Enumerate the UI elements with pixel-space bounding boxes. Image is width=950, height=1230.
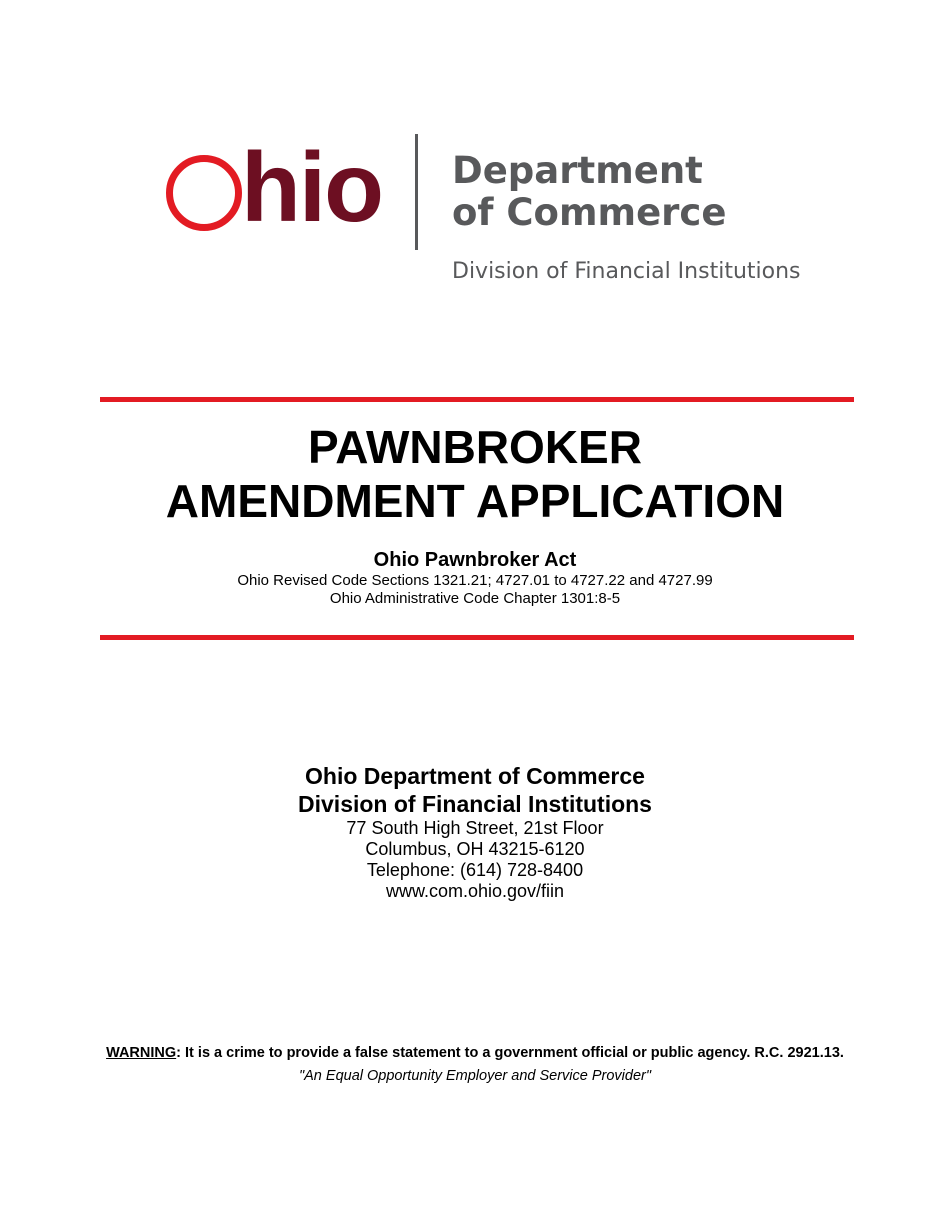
logo-divider — [415, 134, 418, 250]
agency-address-street: 77 South High Street, 21st Floor — [346, 818, 604, 838]
logo-division-name: Division of Financial Institutions — [452, 259, 801, 284]
logo-department-line2: of Commerce — [452, 191, 727, 234]
bottom-red-rule — [100, 635, 854, 640]
agency-name-line1: Ohio Department of Commerce — [305, 763, 645, 789]
agency-address-city: Columbus, OH 43215-6120 — [365, 839, 585, 859]
logo-ohio-o-ring — [166, 155, 242, 231]
revised-code-reference: Ohio Revised Code Sections 1321.21; 4727.01 to 4727.22 and 4727.99 — [237, 572, 713, 589]
agency-telephone: Telephone: (614) 728-8400 — [366, 860, 584, 880]
warning-text: : It is a crime to provide a false statement to a government official or public agency. R.C. 2921.13. — [176, 1045, 844, 1061]
document-title — [0, 420, 950, 528]
logo-department-name — [452, 150, 726, 234]
logo-department-line1: Department — [452, 149, 703, 192]
act-name: Ohio Pawnbroker Act — [373, 549, 577, 571]
administrative-code-reference: Ohio Administrative Code Chapter 1301:8-5 — [329, 590, 621, 607]
document-title-line1: PAWNBROKER — [308, 421, 642, 473]
warning-label: WARNING — [106, 1045, 177, 1061]
top-red-rule — [100, 397, 854, 402]
equal-opportunity-slogan: "An Equal Opportunity Employer and Service Provider" — [298, 1068, 652, 1084]
agency-name-line2: Division of Financial Institutions — [298, 791, 652, 817]
warning-statement — [0, 1044, 950, 1062]
agency-contact-block — [0, 762, 950, 902]
document-title-line2: AMENDMENT APPLICATION — [165, 475, 785, 527]
logo-ohio-wordmark: hio — [241, 132, 382, 242]
agency-website: www.com.ohio.gov/fiin — [385, 881, 565, 901]
